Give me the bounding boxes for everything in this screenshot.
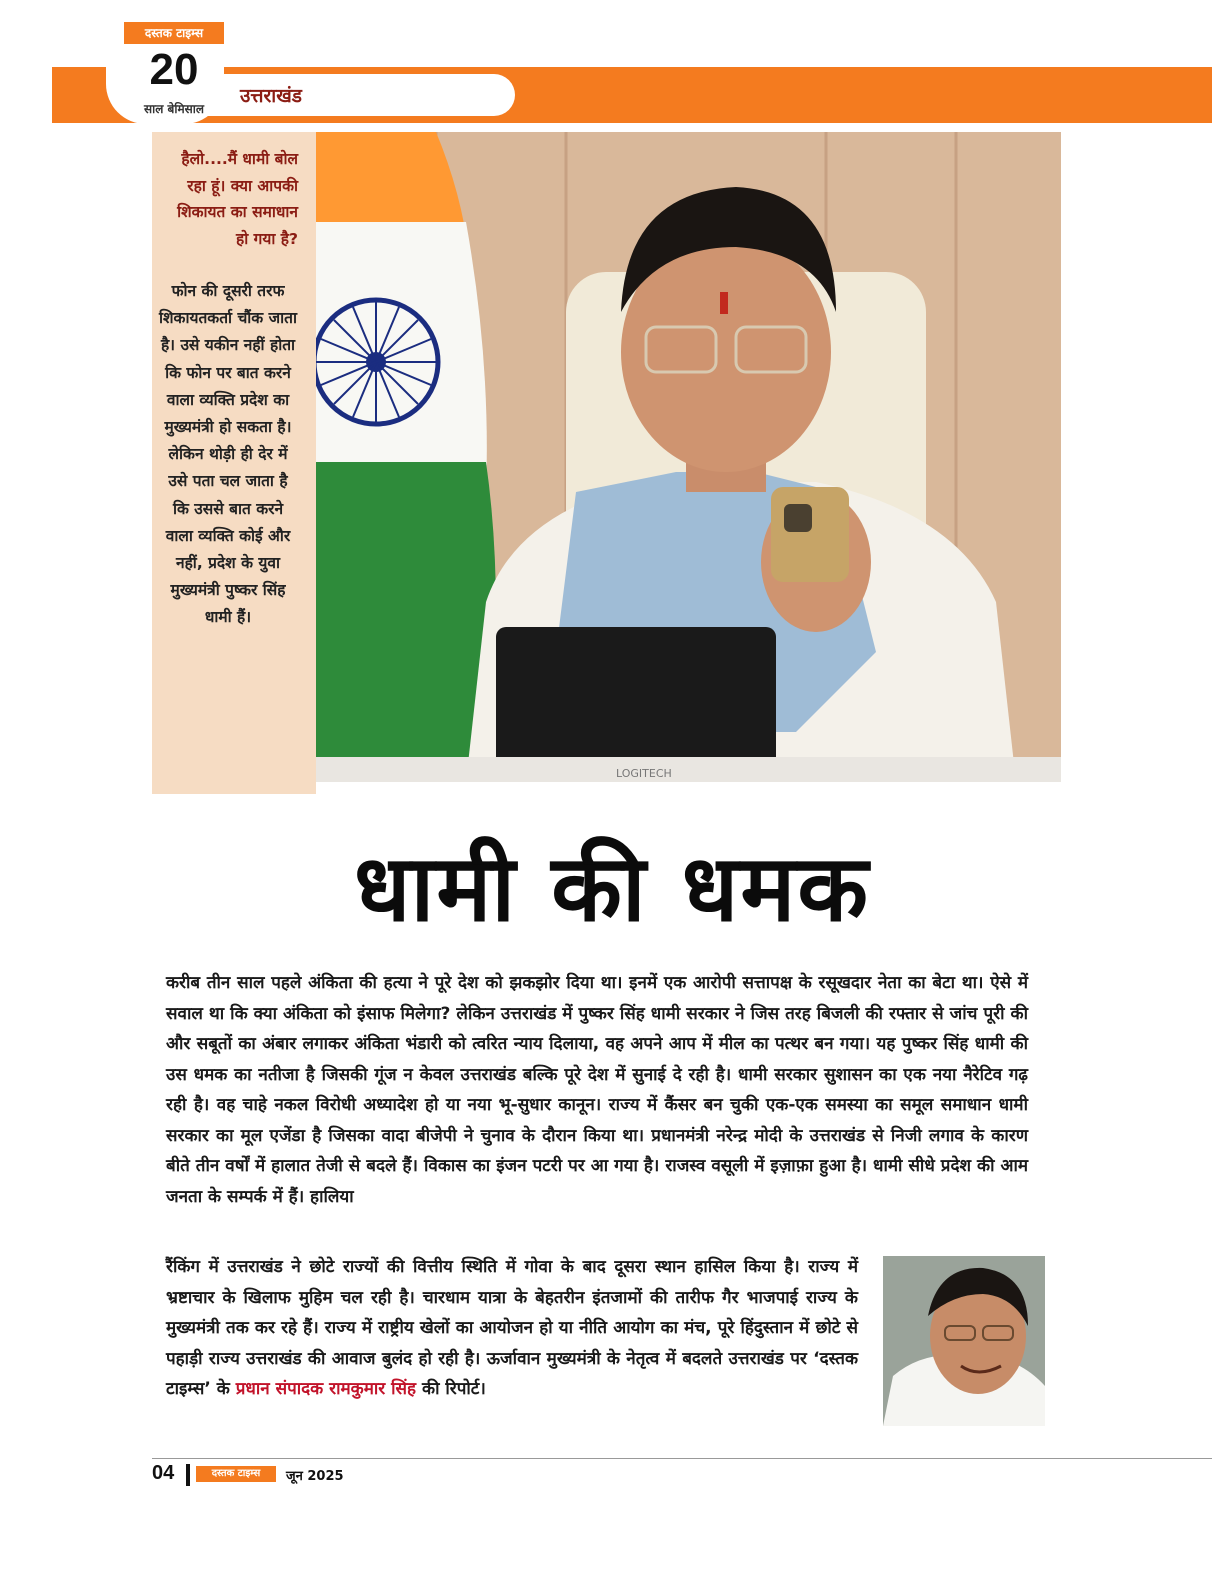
footer-brand: दस्तक टाइम्स bbox=[196, 1466, 276, 1482]
article-text-narrow bbox=[166, 1252, 858, 1405]
sidebar-body: फोन की दूसरी तरफ शिकायतकर्ता चौंक जाता है। उसे यकीन नहीं होता कि फोन पर बात करने वाला व्यक्ति प्रदेश का मुख्यमंत्री हो सकता है। लेकिन थोड़ी ही देर में उसे पता चल जाता है कि उससे बात करने वाला व्यक्ति कोई और नहीं, प्रदेश के युवा मुख्यमंत्री पुष्कर सिंह धामी हैं। bbox=[159, 282, 297, 627]
headline: धामी की धमक bbox=[353, 835, 871, 942]
footer-divider bbox=[186, 1464, 190, 1486]
photo-device-label: LOGITECH bbox=[616, 767, 672, 780]
section-label: उत्तराखंड bbox=[240, 85, 302, 107]
footer-rule bbox=[152, 1458, 1212, 1459]
article-text-wide: करीब तीन साल पहले अंकिता की हत्या ने पूरे देश को झकझोर दिया था। इनमें एक आरोपी सत्तापक्ष के रसूखदार नेता का बेटा था। ऐसे में सवाल था कि क्या अंकिता को इंसाफ मिलेगा? लेकिन उत्तराखंड में पुष्कर सिंह धामी सरकार ने जिस तरह बिजली की रफ्तार से जांच पूरी की और सबूतों का अंबार लगाकर अंकिता भंडारी को त्वरित न्याय दिलाया, वह अपने आप में मील का पत्थर बन गया। यह पुष्कर सिंह धामी की उस धमक का नतीजा है जिसकी गूंज न केवल उत्तराखंड बल्कि पूरे देश में सुनाई दे रही है। धामी सरकार सुशासन का एक नया नैरेटिव गढ़ रही है। वह चाहे नकल विरोधी अध्यादेश हो या नया भू-सुधार कानून। राज्य में कैंसर बन चुकी एक-एक समस्या का समूल समाधान धामी सरकार का मूल एजेंडा है जिसका वादा बीजेपी ने चुनाव के दौरान किया था। प्रधानमंत्री नरेन्द्र मोदी के उत्तराखंड से निजी लगाव के कारण बीते तीन वर्षों में हालात तेजी से बदले हैं। विकास का इंजन पटरी पर आ गया है। राजस्व वसूली में इज़ाफ़ा हुआ है। धामी सीधे प्रदेश की आम जनता के सम्पर्क में हैं। हालिया bbox=[166, 973, 1028, 1207]
author-photo bbox=[883, 1256, 1045, 1426]
section-pill bbox=[175, 74, 515, 116]
page-number: 04 bbox=[152, 1462, 175, 1484]
byline-highlight: प्रधान संपादक रामकुमार सिंह bbox=[235, 1379, 417, 1399]
article-text-narrow-body: रैंकिंग में उत्तराखंड ने छोटे राज्यों की वित्तीय स्थिति में गोवा के बाद दूसरा स्थान हासिल किया है। राज्य में भ्रष्टाचार के खिलाफ मुहिम चल रही है। चारधाम यात्रा के बेहतरीन इंतजामों की तारीफ गैर भाजपाई राज्य के मुख्यमंत्री तक कर रहे हैं। राज्य में राष्ट्रीय खेलों का आयोजन हो या नीति आयोग का मंच, पूरे हिंदुस्तान में छोटे से पहाड़ी राज्य उत्तराखंड की आवाज बुलंद हो रही है। ऊर्जावान मुख्यमंत्री के नेतृत्व में बदलते उत्तराखंड पर ‘दस्तक टाइम्स’ के bbox=[166, 1257, 858, 1399]
logo-brand: दस्तक टाइम्स bbox=[124, 22, 224, 44]
logo-number: 20 bbox=[149, 45, 199, 94]
issue-date: जून 2025 bbox=[286, 1469, 344, 1484]
article-para-narrow bbox=[166, 1252, 858, 1405]
main-photo bbox=[316, 132, 1061, 782]
article-para-wide bbox=[166, 968, 1028, 1212]
sidebar-question: हैलो....मैं धामी बोल रहा हूं। क्या आपकी शिकायत का समाधान हो गया है? bbox=[177, 150, 298, 248]
byline-tail: की रिपोर्ट। bbox=[422, 1379, 486, 1399]
logo-tagline: साल बेमिसाल bbox=[143, 102, 205, 116]
